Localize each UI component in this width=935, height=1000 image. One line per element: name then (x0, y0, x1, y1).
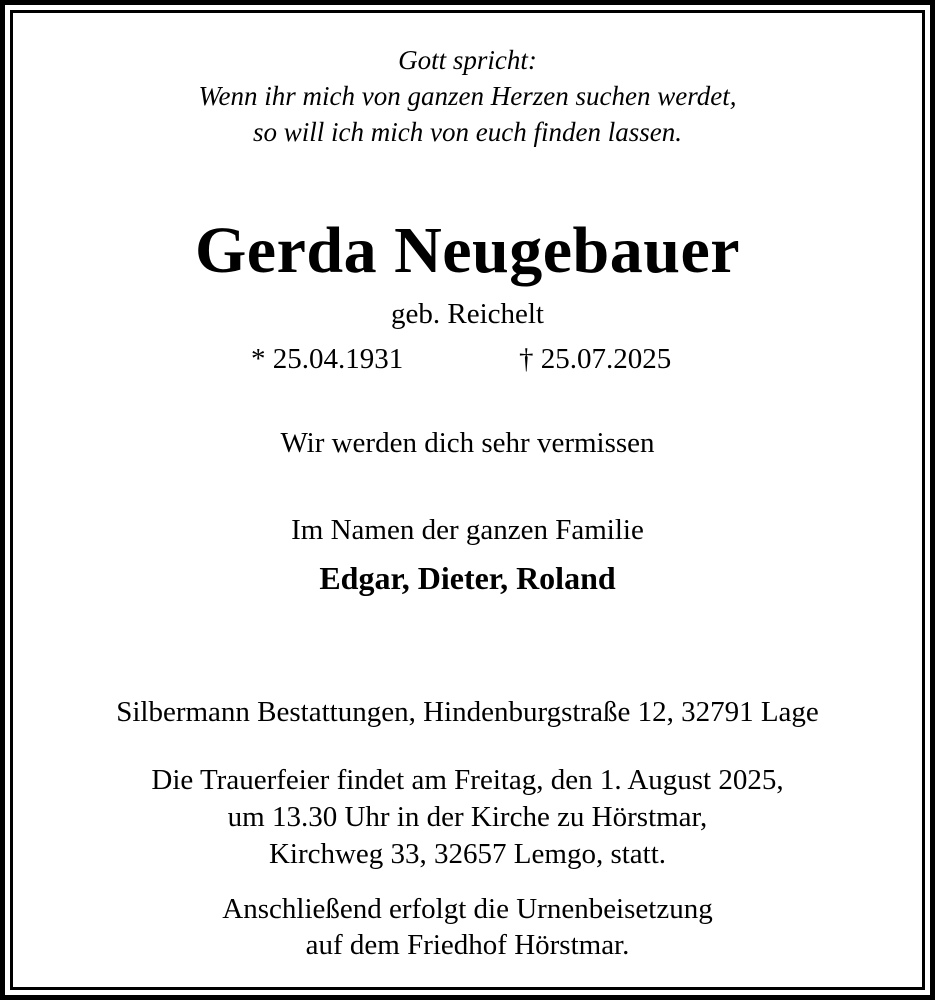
family-intro: Im Namen der ganzen Familie (291, 514, 644, 546)
birth-name: geb. Reichelt (390, 298, 544, 330)
verse-line-2: Wenn ihr mich von ganzen Herzen suchen werdet, (198, 81, 737, 111)
ceremony-line-1: Die Trauerfeier findet am Freitag, den 1. August 2025, (151, 764, 784, 796)
verse-line-1: Gott spricht: (398, 45, 537, 75)
family-names: Edgar, Dieter, Roland (319, 560, 616, 596)
ceremony-line-2: um 13.30 Uhr in der Kirche zu Hörstmar, (227, 801, 708, 833)
verse-line-3: so will ich mich von euch finden lassen. (253, 117, 682, 147)
deceased-name: Gerda Neugebauer (194, 214, 741, 287)
burial-line-2: auf dem Friedhof Hörstmar. (305, 929, 630, 961)
birth-date: * 25.04.1931 (251, 343, 404, 375)
death-date: † 25.07.2025 (519, 343, 672, 375)
farewell-message: Wir werden dich sehr vermissen (280, 427, 655, 459)
ceremony-line-3: Kirchweg 33, 32657 Lemgo, statt. (268, 838, 667, 870)
undertaker-address: Silbermann Bestattungen, Hindenburgstraße 12, 32791 Lage (116, 696, 819, 728)
life-dates (0, 340, 935, 378)
burial-line-1: Anschließend erfolgt die Urnenbeisetzung (222, 893, 713, 925)
